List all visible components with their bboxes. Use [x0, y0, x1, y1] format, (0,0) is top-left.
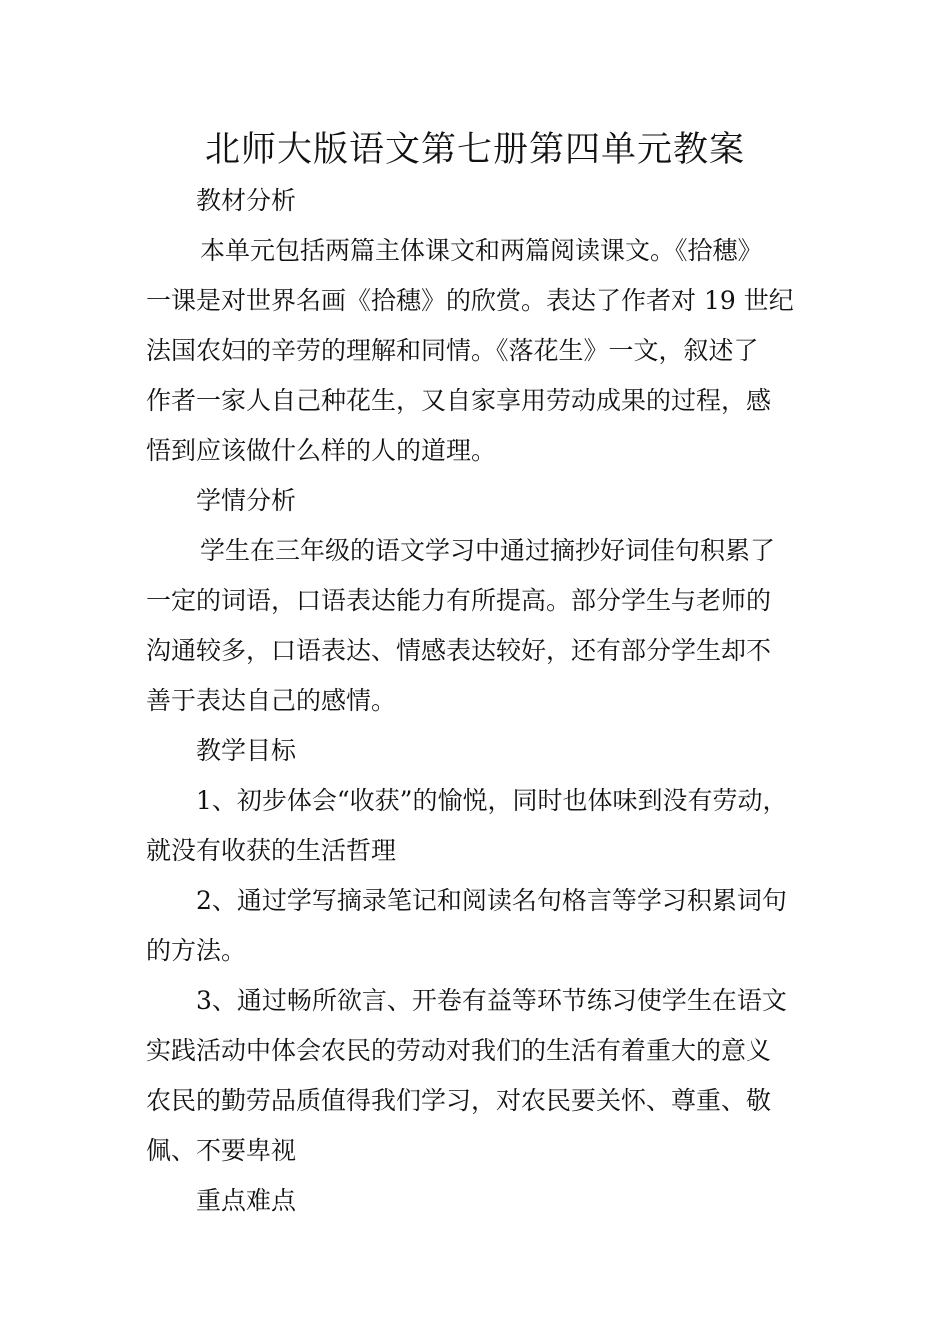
text-line: 本单元包括两篇主体课文和两篇阅读课文。《拾穗》	[200, 236, 763, 265]
text-line: 法国农妇的辛劳的理解和同情。《落花生》一文，叙述了	[146, 336, 759, 365]
document-title: 北师大版语文第七册第四单元教案	[204, 130, 745, 170]
text-line: 1、初步体会“收获”的愉悦，同时也体味到没有劳动，	[196, 786, 788, 815]
section-heading: 教材分析	[196, 186, 297, 215]
section-heading: 学情分析	[196, 486, 297, 515]
text-line: 就没有收获的生活哲理	[146, 836, 397, 865]
section-heading: 重点难点	[196, 1186, 297, 1215]
text-line: 一定的词语，口语表达能力有所提高。部分学生与老师的	[146, 586, 772, 615]
text-line: 2、通过学写摘录笔记和阅读名句格言等学习积累词句	[196, 886, 787, 915]
text-line: 的方法。	[146, 936, 247, 965]
text-line: 3、通过畅所欲言、开卷有益等环节练习使学生在语文	[196, 986, 787, 1015]
text-line: 一课是对世界名画《拾穗》的欣赏。表达了作者对 19 世纪	[146, 286, 794, 315]
text-line: 善于表达自己的感情。	[146, 686, 397, 715]
text-line: 实践活动中体会农民的劳动对我们的生活有着重大的意义	[146, 1036, 772, 1065]
section-heading: 教学目标	[196, 736, 297, 765]
document-body	[146, 176, 816, 1226]
text-line: 沟通较多，口语表达、情感表达较好，还有部分学生却不	[146, 636, 772, 665]
text-line: 作者一家人自己种花生，又自家享用劳动成果的过程，感	[146, 386, 772, 415]
text-line: 佩、不要卑视	[146, 1136, 297, 1165]
text-line: 农民的勤劳品质值得我们学习，对农民要关怀、尊重、敬	[146, 1086, 772, 1115]
text-line: 悟到应该做什么样的人的道理。	[146, 436, 497, 465]
text-line: 学生在三年级的语文学习中通过摘抄好词佳句积累了	[200, 536, 776, 565]
